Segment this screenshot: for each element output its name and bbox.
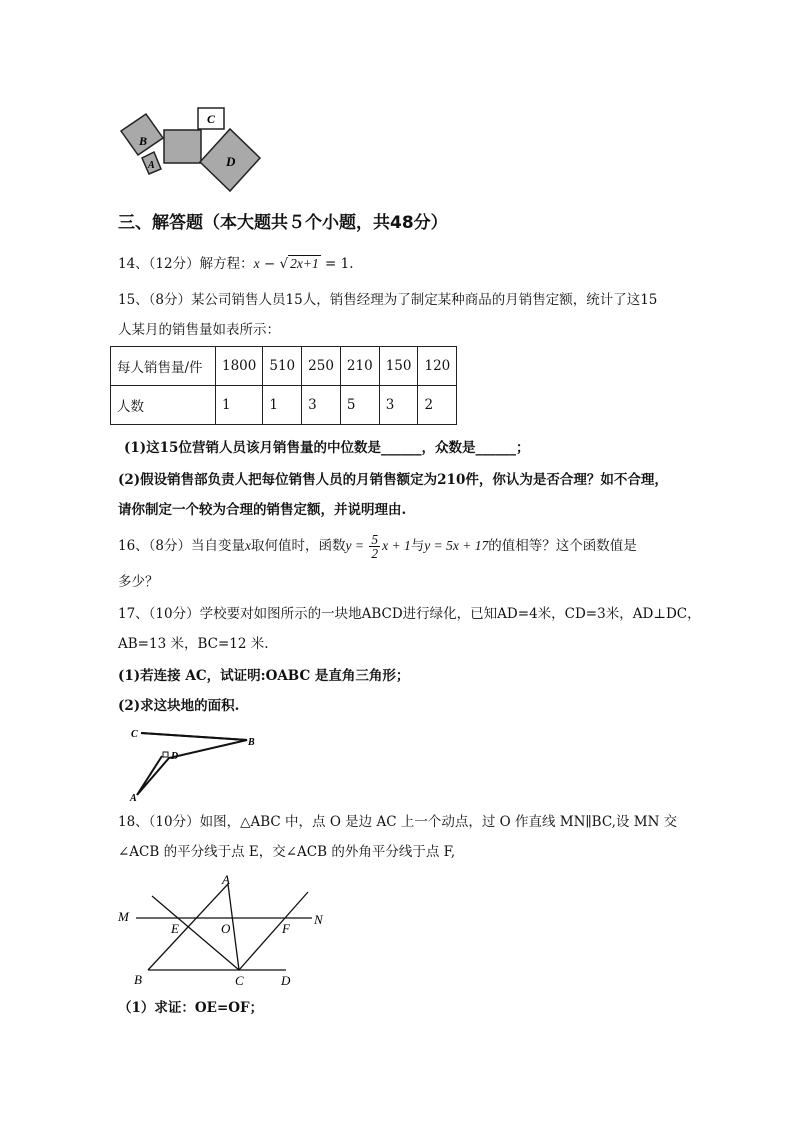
line-cf: [239, 892, 308, 970]
label-c: C: [235, 973, 244, 988]
q16-f1-rest: x + 1: [382, 538, 411, 553]
label-c: C: [131, 729, 138, 740]
q16-fraction: [369, 533, 380, 560]
q15-line2: 人某月的销售量如表所示：: [118, 322, 280, 338]
table-header-cell: 每人销售量/件: [111, 347, 216, 386]
table-cell: 1: [216, 386, 263, 425]
table-cell: 1800: [216, 347, 263, 386]
q16-part3: 与: [410, 538, 425, 554]
triangle-figure: [114, 872, 334, 992]
label-d: D: [281, 973, 291, 988]
table-cell: 3: [379, 386, 418, 425]
table-row: [111, 386, 457, 425]
q14-minus: −: [259, 256, 280, 272]
label-b: B: [248, 737, 255, 748]
table-cell: 2: [418, 386, 457, 425]
q14-line: [118, 254, 354, 274]
q14-x: x: [253, 256, 260, 271]
table-cell: 5: [340, 386, 379, 425]
q17-line1: 17、（10分）学校要对如图所示的一块地ABCD进行绿化，已知AD=4米，CD=3米，AD⊥DC，: [118, 606, 701, 622]
q16-line1: [118, 530, 637, 562]
label-e: E: [171, 921, 179, 936]
right-angle-mark: [163, 752, 168, 757]
sales-table: [110, 346, 457, 425]
q15-sub1: (1)这15位营销人员该月销售量的中位数是______，众数是______；: [124, 440, 530, 456]
table-header-cell: 人数: [111, 386, 216, 425]
q14-end: .: [349, 256, 354, 272]
sqrt-icon: √: [279, 256, 289, 272]
label-b: B: [139, 134, 148, 148]
q15-sub2-line1: (2)假设销售部负责人把每位销售人员的月销售额定为210件，你认为是否合理？如不合理，: [118, 472, 668, 488]
table-row: [111, 347, 457, 386]
q16-line2: 多少？: [118, 574, 159, 590]
q16-frac-num: 5: [371, 532, 379, 547]
label-o: O: [221, 921, 231, 936]
table-cell: 250: [302, 347, 341, 386]
table-cell: 510: [263, 347, 302, 386]
edge-cb: [141, 733, 247, 740]
label-f: F: [282, 921, 290, 936]
label-c: C: [207, 112, 216, 126]
q17-line2: AB=13 米，BC=12 米.: [118, 636, 269, 652]
q18-line1: 18、（10分）如图，△ABC 中，点 O 是边 AC 上一个动点，过 O 作直线 MN∥BC,设 MN 交: [118, 814, 678, 830]
table-cell: 150: [379, 347, 418, 386]
q16-frac-den: 2: [371, 546, 379, 561]
q17-sub2: (2)求这块地的面积.: [118, 698, 240, 714]
q17-sub1: (1)若连接 AC，试证明:OABC 是直角三角形；: [118, 668, 410, 684]
q15-line1: 15、（8分）某公司销售人员15人，销售经理为了制定某种商品的月销售定额，统计了这15: [118, 292, 658, 308]
q14-radicand: 2x+1: [290, 256, 319, 271]
q16-part2: 取何值时，函数: [251, 538, 346, 554]
square-middle: [164, 130, 201, 163]
q16-part4: 的值相等？这个函数值是: [488, 538, 637, 554]
table-cell: 1: [263, 386, 302, 425]
label-a: A: [148, 160, 155, 171]
section-title: 三、解答题（本大题共５个小题，共48分）: [118, 213, 448, 233]
q15-sub2-line2: 请你制定一个较为合理的销售定额，并说明理由.: [118, 502, 407, 518]
q16-f1-lhs: y =: [345, 538, 368, 553]
label-a: A: [130, 793, 137, 804]
quadrilateral-figure: [125, 725, 265, 805]
quad-edges: [137, 733, 247, 795]
q16-var: x: [245, 538, 252, 553]
label-n: N: [314, 912, 323, 927]
q16-f2: y = 5x + 17: [424, 538, 489, 553]
q14-rhs: = 1: [320, 256, 350, 272]
q14-prefix: 14、（12分）解方程：: [118, 256, 254, 272]
table-cell: 3: [302, 386, 341, 425]
table-cell: 210: [340, 347, 379, 386]
q18-line2: ∠ACB 的平分线于点 E，交∠ACB 的外角平分线于点 F,: [118, 844, 456, 860]
label-b: B: [134, 972, 142, 987]
label-a: A: [222, 872, 230, 887]
table-cell: 120: [418, 347, 457, 386]
q18-sub1: （1）求证：OE=OF；: [118, 1000, 264, 1016]
label-d: D: [226, 154, 236, 169]
q16-part1: 16、（8分）当自变量: [118, 538, 246, 554]
label-d: D: [171, 751, 179, 762]
squares-figure: [118, 100, 268, 200]
label-m: M: [118, 909, 129, 924]
